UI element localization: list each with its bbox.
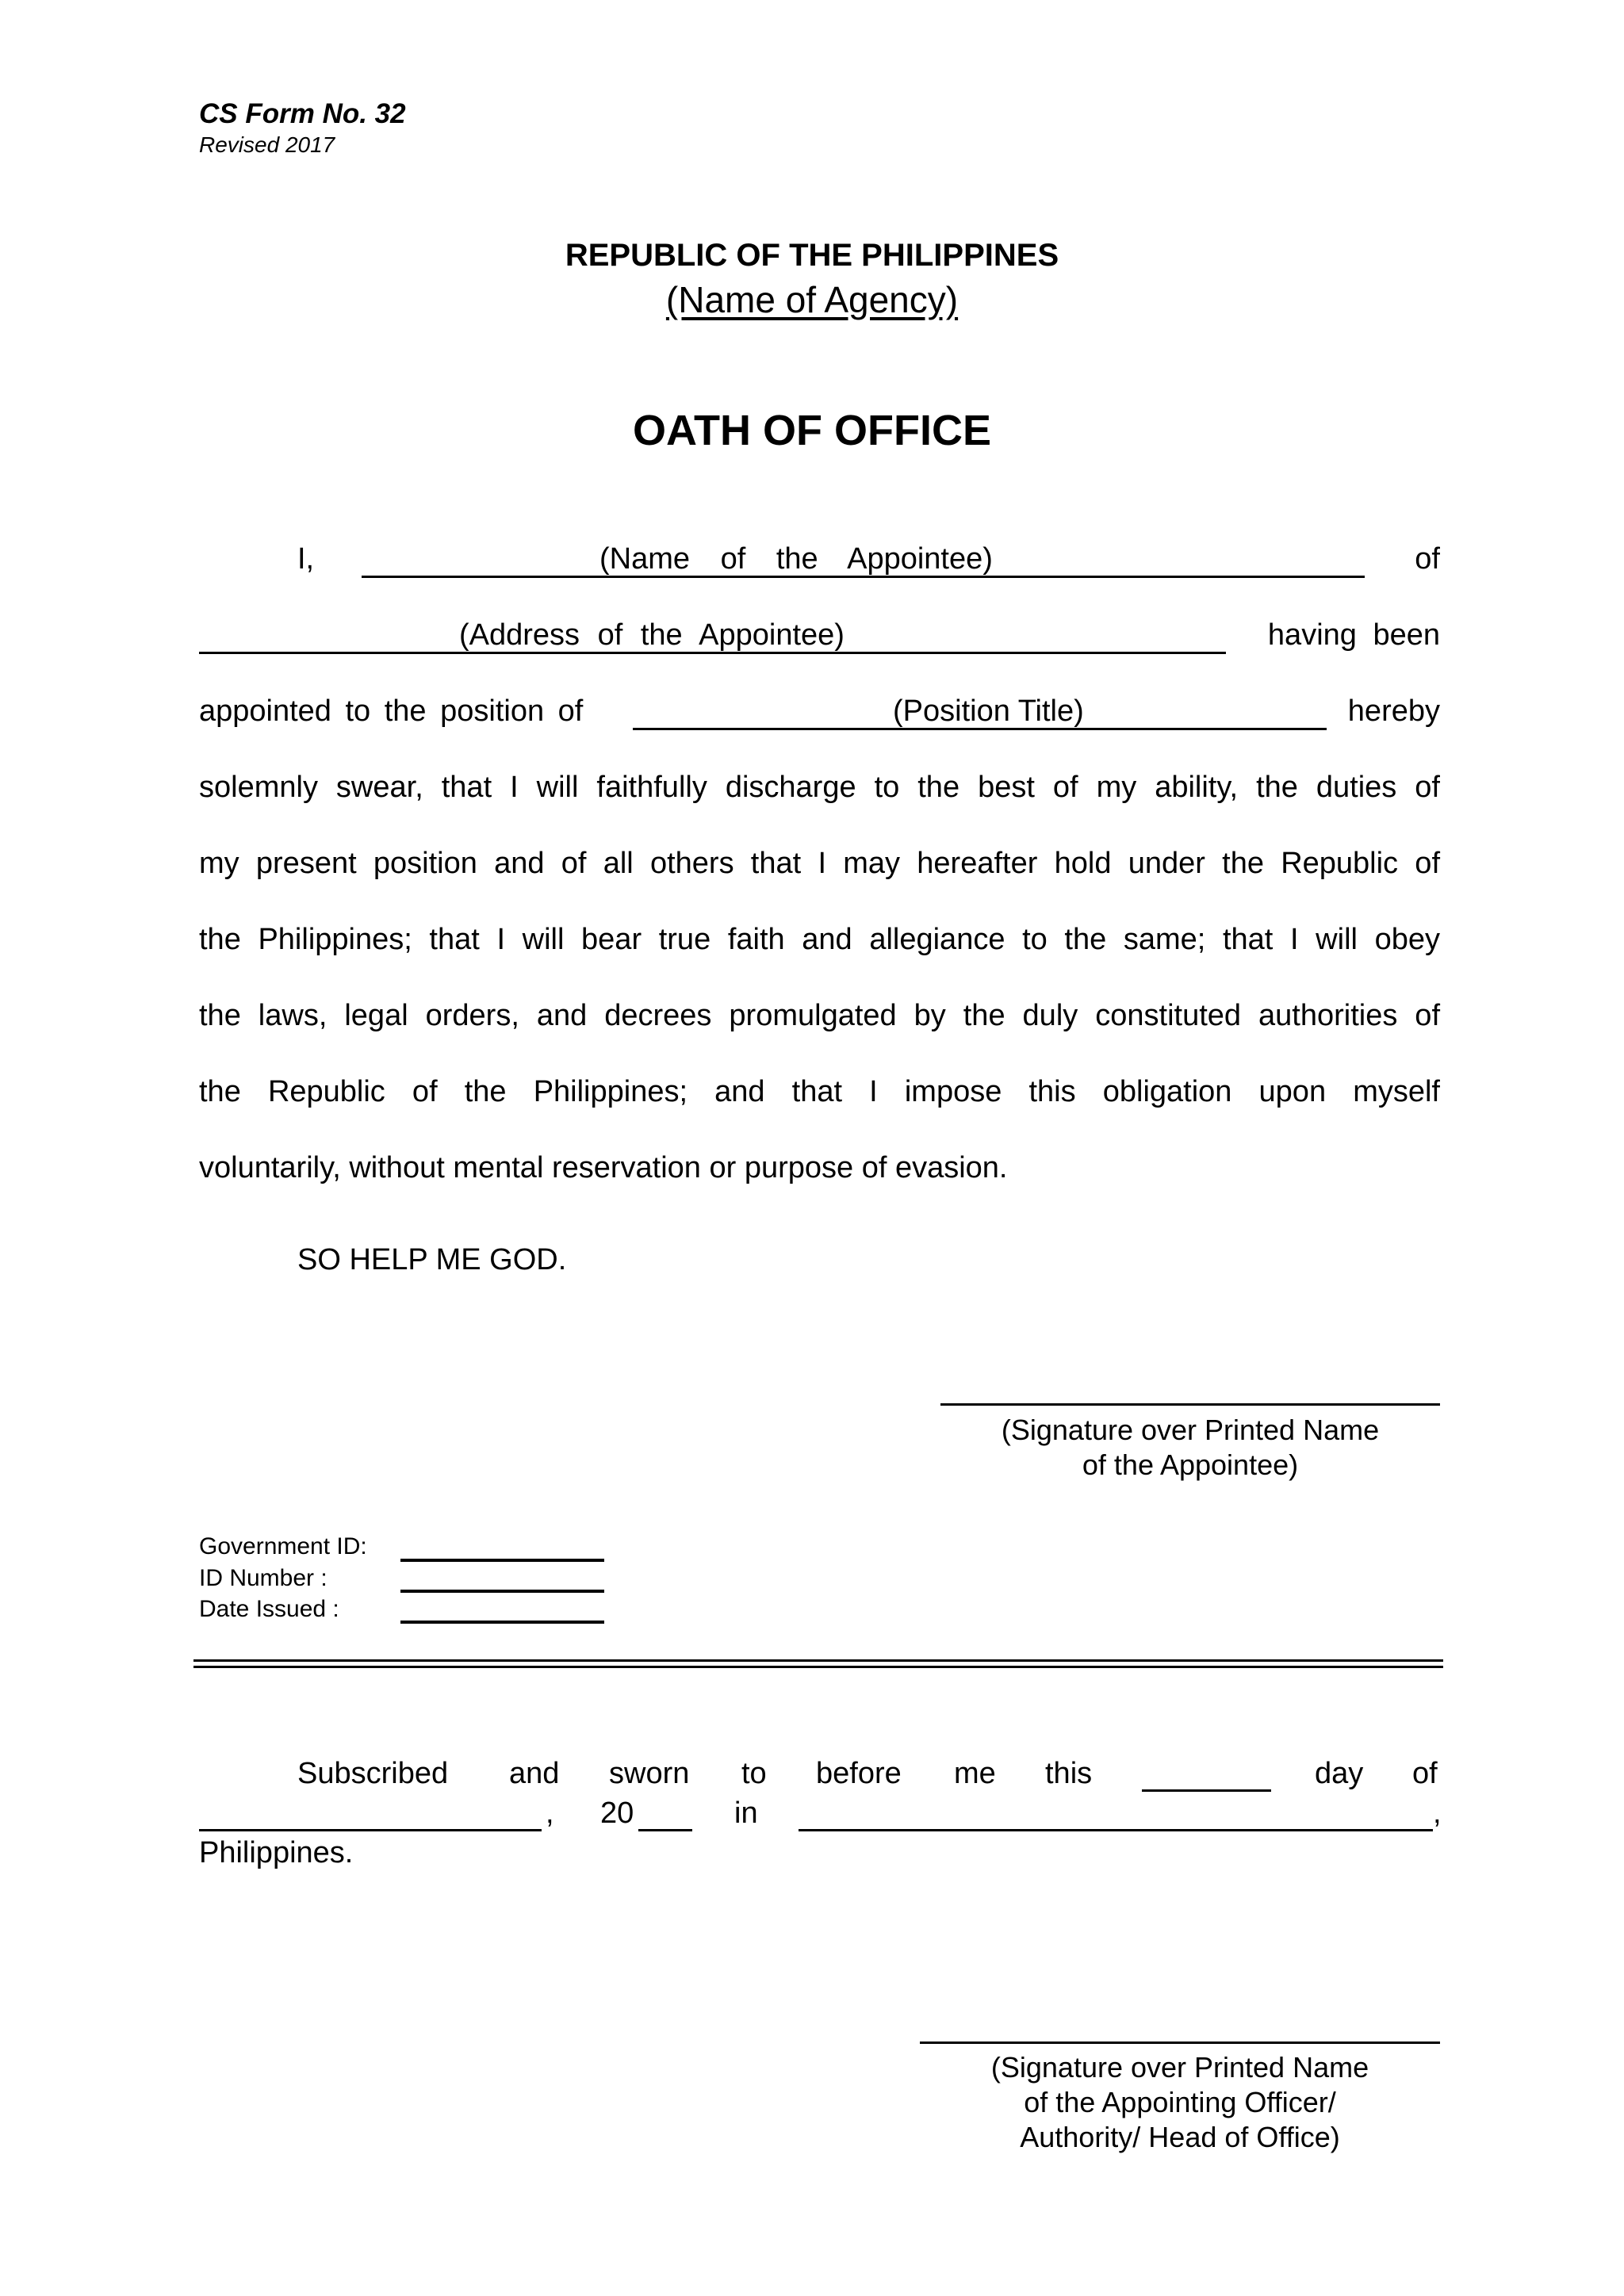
oath-hereby: hereby	[1347, 695, 1440, 728]
oath-line-2	[199, 612, 1440, 658]
position-title-label: (Position Title)	[893, 695, 1084, 728]
oath-line-3	[199, 688, 1440, 734]
jurat-word-before: before	[816, 1757, 902, 1790]
jurat-day-field[interactable]	[1142, 1789, 1271, 1792]
appointee-name-label: (Name of the Appointee)	[599, 542, 993, 576]
jurat-word-me: me	[954, 1757, 996, 1790]
oath-line-7: the laws, legal orders, and decrees promulgated by the duly constituted authorities of	[199, 999, 1440, 1032]
so-help-me-god: SO HELP ME GOD.	[297, 1243, 567, 1276]
divider-rule-top	[193, 1659, 1443, 1662]
jurat-year-field[interactable]	[638, 1829, 692, 1831]
oath-appointed: appointed to the position of	[199, 695, 584, 728]
date-issued-field[interactable]	[400, 1621, 604, 1624]
agency-heading-wrap	[0, 277, 1624, 322]
jurat-word-to: to	[741, 1757, 767, 1790]
oath-line-8: the Republic of the Philippines; and that I impose this obligation upon myself	[199, 1075, 1440, 1108]
officer-signature-caption	[920, 2050, 1440, 2155]
divider-rule-bottom	[193, 1666, 1443, 1668]
jurat-word-and: and	[509, 1757, 560, 1790]
jurat-end-comma: ,	[1433, 1797, 1442, 1830]
officer-caption-line-1: (Signature over Printed Name	[990, 2051, 1369, 2084]
date-issued-label: Date Issued :	[199, 1596, 339, 1622]
appointee-address-label: (Address of the Appointee)	[459, 618, 845, 652]
officer-caption-line-3: Authority/ Head of Office)	[1020, 2121, 1340, 2153]
jurat-philippines: Philippines.	[199, 1836, 354, 1869]
jurat-comma: ,	[546, 1797, 554, 1830]
jurat-word-in: in	[734, 1797, 758, 1830]
appointee-caption-line-1: (Signature over Printed Name	[1001, 1414, 1380, 1446]
officer-caption-line-2: of the Appointing Officer/	[1024, 2086, 1336, 2118]
page-title: OATH OF OFFICE	[633, 407, 991, 454]
jurat-word-sworn: sworn	[609, 1757, 690, 1790]
oath-having-been: having been	[1267, 618, 1440, 652]
oath-line-4: solemnly swear, that I will faithfully discharge to the best of my ability, the duties of	[199, 771, 1440, 804]
jurat-place-field[interactable]	[799, 1829, 1433, 1831]
id-number-label: ID Number :	[199, 1565, 327, 1591]
oath-line-9: voluntarily, without mental reservation or purpose of evasion.	[199, 1151, 1008, 1184]
jurat-word-this: this	[1045, 1757, 1093, 1790]
oath-line-5: my present position and of all others that I may hereafter hold under the Republic of	[199, 847, 1440, 880]
government-id-field[interactable]	[400, 1559, 604, 1562]
republic-heading: REPUBLIC OF THE PHILIPPINES	[565, 238, 1059, 273]
oath-line-1	[199, 536, 1440, 582]
jurat-word-day: day	[1315, 1757, 1364, 1790]
jurat-year-prefix: 20	[600, 1797, 634, 1830]
appointee-signature-caption	[940, 1413, 1440, 1483]
oath-line-6: the Philippines; that I will bear true faith and allegiance to the same; that I will obey	[199, 923, 1440, 956]
oath-i: I,	[297, 542, 315, 576]
officer-signature-line[interactable]	[920, 2042, 1440, 2044]
appointee-caption-line-2: of the Appointee)	[1082, 1448, 1299, 1481]
government-id-label: Government ID:	[199, 1533, 367, 1559]
agency-name: (Name of Agency)	[665, 279, 959, 320]
form-revision: Revised 2017	[199, 132, 335, 157]
appointee-signature-line[interactable]	[940, 1403, 1440, 1406]
form-number: CS Form No. 32	[199, 98, 406, 129]
oath-of: of	[1415, 542, 1440, 576]
jurat-word-of: of	[1412, 1757, 1438, 1790]
jurat-month-field[interactable]	[199, 1829, 542, 1831]
jurat-word-subscribed: Subscribed	[297, 1757, 449, 1790]
id-number-field[interactable]	[400, 1590, 604, 1593]
